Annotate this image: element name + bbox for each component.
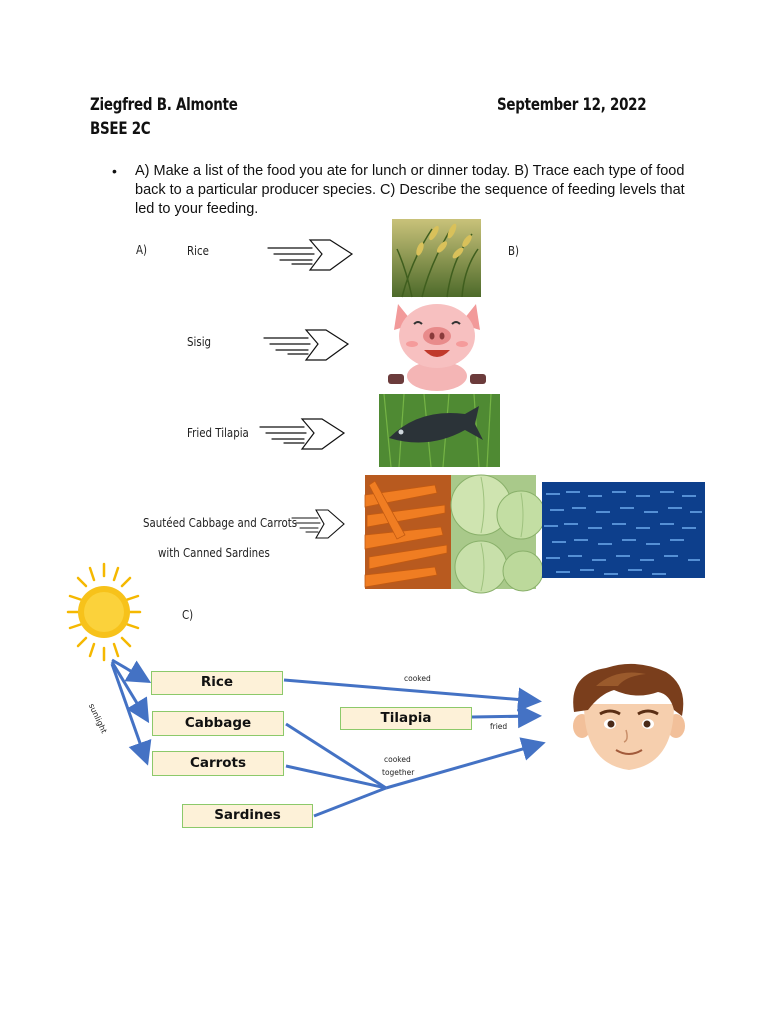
- food-sauteed-cabbage-carrots: Sautéed Cabbage and Carrots: [143, 515, 298, 530]
- student-section: BSEE 2C: [90, 119, 151, 139]
- bullet: •: [112, 163, 117, 179]
- boy-face-image: [566, 664, 692, 774]
- sunlight-label: sunlight: [86, 702, 109, 735]
- food-canned-sardines: with Canned Sardines: [158, 545, 270, 560]
- edge-label-cooked-2: cooked: [384, 755, 411, 764]
- task-instructions: A) Make a list of the food you ate for lunch or dinner today. B) Trace each type of food back to a particular producer species. C) Describe the sequence of feeding levels that led to your feeding.: [135, 163, 685, 217]
- food-rice: Rice: [187, 243, 209, 258]
- box-carrots: Carrots: [152, 751, 284, 776]
- part-b-label: B): [508, 243, 520, 258]
- box-cabbage: Cabbage: [152, 711, 284, 736]
- edge-label-cooked: cooked: [404, 674, 431, 683]
- edge-label-together: together: [382, 768, 415, 777]
- document-date: September 12, 2022: [497, 95, 647, 115]
- box-sardines: Sardines: [182, 804, 313, 828]
- part-a-label: A): [136, 242, 148, 257]
- part-c-label: C): [182, 607, 194, 622]
- food-sisig: Sisig: [187, 334, 212, 349]
- box-rice: Rice: [151, 671, 283, 695]
- edge-label-fried: fried: [490, 722, 508, 731]
- box-tilapia: Tilapia: [340, 707, 472, 730]
- student-name: Ziegfred B. Almonte: [90, 95, 238, 115]
- food-fried-tilapia: Fried Tilapia: [187, 425, 249, 440]
